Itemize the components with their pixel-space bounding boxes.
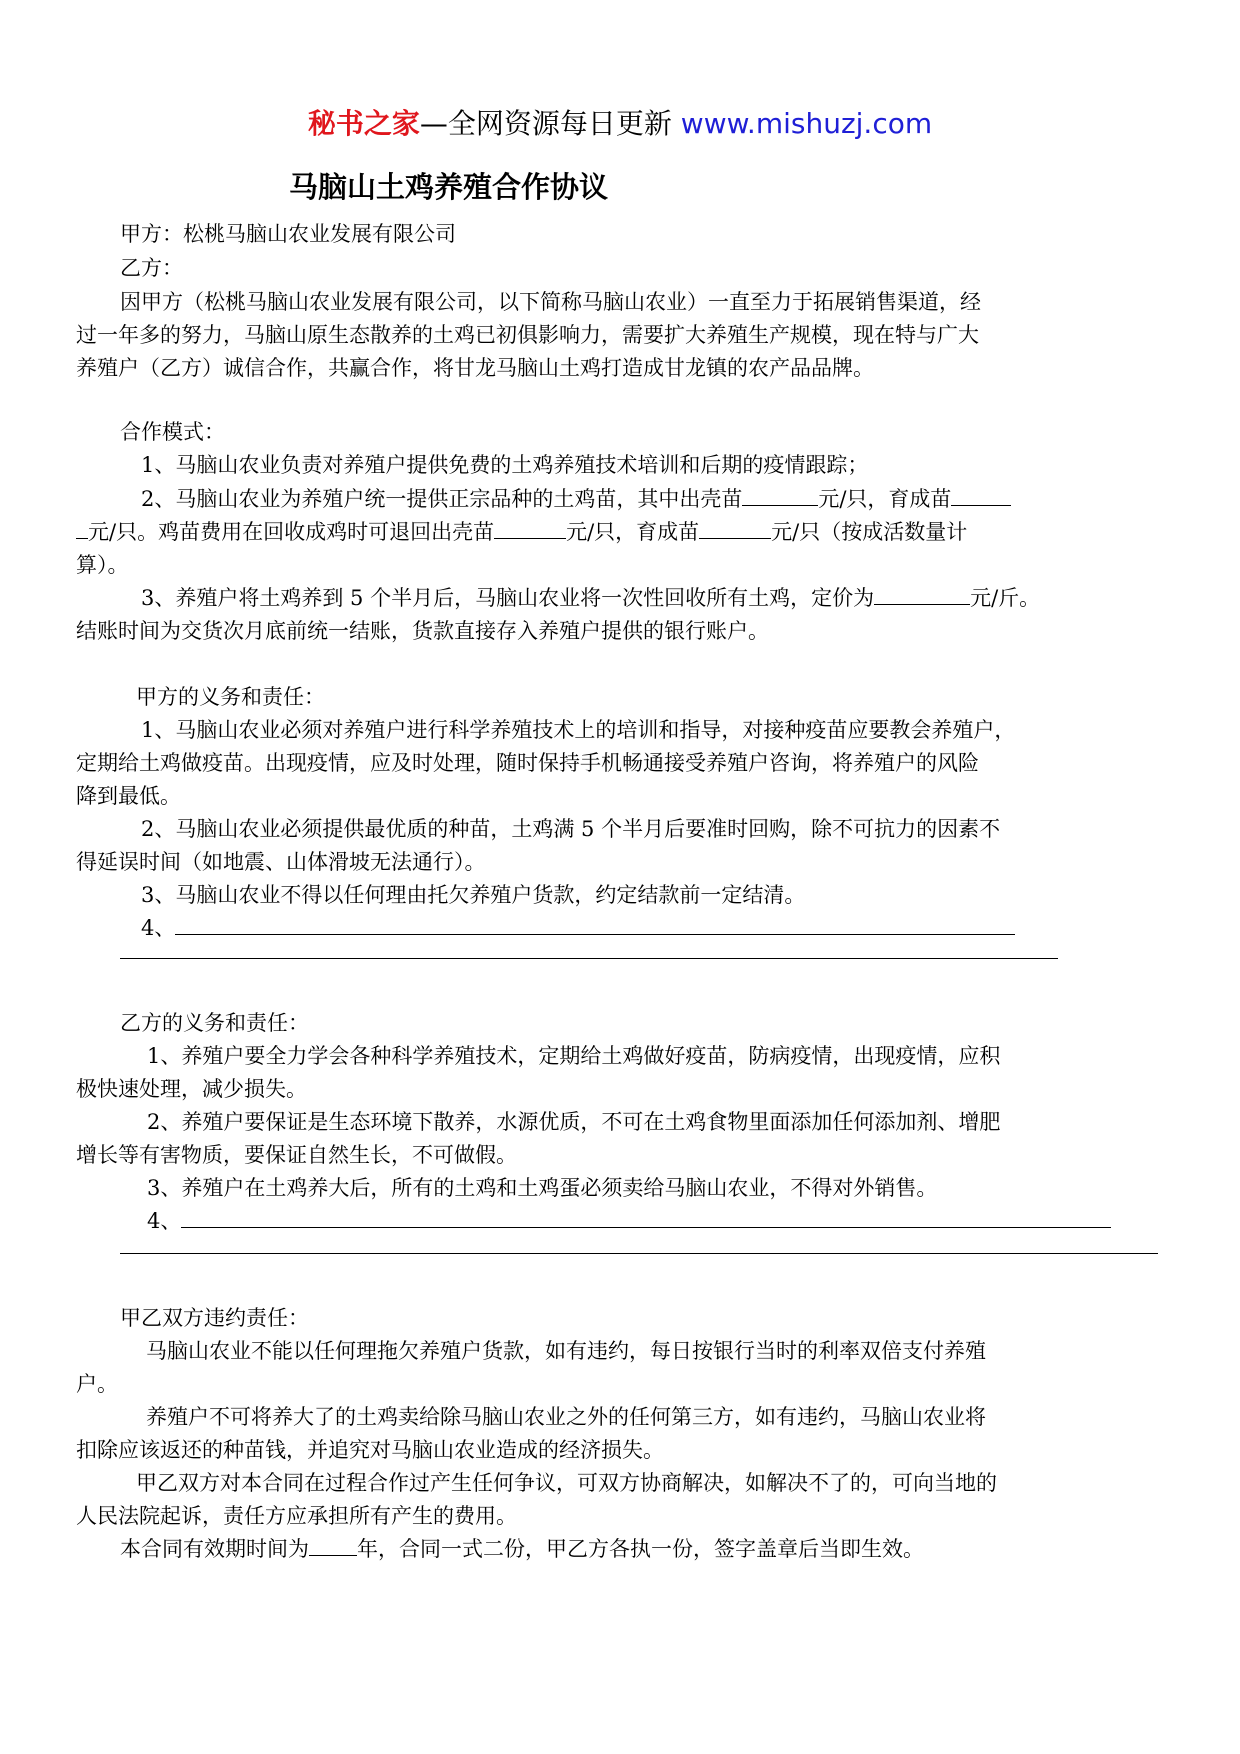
a-item-1: 1、马脑山农业必须对养殖户进行科学养殖技术上的培训和指导，对接种疫苗应要教会养殖户，: [141, 718, 1016, 742]
purchase-price-blank[interactable]: [874, 583, 970, 605]
coop-item-2-cont: 元/只。鸡苗费用在回收成鸡时可退回出壳苗 元/只，育成苗 元/只（按成活数量计: [76, 516, 1171, 549]
party-a: 甲方：松桃马脑山农业发展有限公司: [120, 222, 456, 246]
a-item-1-cont: 定期给土鸡做疫苗。出现疫情，应及时处理，随时保持手机畅通接受养殖户咨询，将养殖户的风险: [76, 751, 979, 775]
coop-item-3-cont: 结账时间为交货次月底前统一结账，货款直接存入养殖户提供的银行账户。: [76, 619, 769, 643]
b-item-3: 3、养殖户在土鸡养大后，所有的土鸡和土鸡蛋必须卖给马脑山农业，不得对外销售。: [147, 1176, 938, 1200]
a-item-1-end: 降到最低。: [76, 784, 181, 808]
b-item-2: 2、养殖户要保证是生态环境下散养，水源优质，不可在土鸡食物里面添加任何添加剂、增肥: [147, 1110, 1001, 1134]
site-url-link[interactable]: www.mishuzj.com: [671, 107, 933, 140]
b-item-2-cont: 增长等有害物质，要保证自然生长，不可做假。: [76, 1143, 517, 1167]
intro-line: 因甲方（松桃马脑山农业发展有限公司，以下简称马脑山农业）一直至力于拓展销售渠道，经: [120, 290, 981, 314]
b-item-4: 4、: [147, 1205, 1240, 1238]
coop-item-1: 1、马脑山农业负责对养殖户提供免费的土鸡养殖技术培训和后期的疫情跟踪；: [141, 453, 869, 477]
breach-para-2-cont: 扣除应该返还的种苗钱，并追究对马脑山农业造成的经济损失。: [76, 1438, 664, 1462]
section-heading-party-b: 乙方的义务和责任：: [120, 1011, 309, 1035]
section-heading-party-a: 甲方的义务和责任：: [136, 685, 325, 709]
section-heading-breach: 甲乙双方违约责任：: [120, 1306, 309, 1330]
dispute-para: 甲乙双方对本合同在过程合作过产生任何争议，可双方协商解决，如解决不了的，可向当地的: [136, 1471, 997, 1495]
refund-chick-price-blank[interactable]: [494, 517, 566, 539]
intro-line: 过一年多的努力，马脑山原生态散养的土鸡已初俱影响力，需要扩大养殖生产规模，现在特与广大: [76, 323, 979, 347]
header-tagline: —全网资源每日更新: [419, 107, 672, 140]
dispute-para-cont: 人民法院起诉，责任方应承担所有产生的费用。: [76, 1504, 517, 1528]
site-header: [0, 102, 1240, 142]
coop-item-2-end: 算）。: [76, 553, 129, 577]
chick-price-blank[interactable]: [742, 484, 818, 506]
validity-para: 本合同有效期时间为 年，合同一式二份，甲乙方各执一份，签字盖章后当即生效。: [120, 1533, 1215, 1566]
breach-para-1-cont: 户。: [76, 1372, 118, 1396]
coop-item-2: 2、马脑山农业为养殖户统一提供正宗品种的土鸡苗，其中出壳苗 元/只，育成苗: [141, 483, 1236, 516]
a-item-2: 2、马脑山农业必须提供最优质的种苗，土鸡满 5 个半月后要准时回购，除不可抗力的因素不: [141, 817, 1001, 841]
b-item-4-blank-line[interactable]: [120, 1253, 1158, 1254]
party-b: 乙方：: [120, 256, 183, 280]
b-item-1-cont: 极快速处理，减少损失。: [76, 1077, 307, 1101]
validity-years-blank[interactable]: [309, 1534, 357, 1556]
b-item-4-blank[interactable]: [181, 1206, 1111, 1228]
grown-chick-price-blank[interactable]: [951, 484, 1011, 506]
a-item-2-cont: 得延误时间（如地震、山体滑坡无法通行）。: [76, 850, 486, 874]
a-item-4: 4、: [141, 912, 1236, 945]
a-item-4-blank-line[interactable]: [120, 958, 1058, 959]
refund-grown-price-blank[interactable]: [699, 517, 771, 539]
document-title: 马脑山土鸡养殖合作协议: [289, 170, 609, 204]
grown-chick-price-blank-cont[interactable]: [76, 517, 88, 539]
coop-item-3: 3、养殖户将土鸡养到 5 个半月后，马脑山农业将一次性回收所有土鸡，定价为 元/斤。: [141, 582, 1236, 615]
a-item-3: 3、马脑山农业不得以任何理由托欠养殖户货款，约定结款前一定结清。: [141, 883, 806, 907]
b-item-1: 1、养殖户要全力学会各种科学养殖技术，定期给土鸡做好疫苗，防病疫情，出现疫情，应积: [147, 1044, 1001, 1068]
intro-line: 养殖户（乙方）诚信合作，共赢合作，将甘龙马脑山土鸡打造成甘龙镇的农产品品牌。: [76, 356, 874, 380]
brand-name: 秘书之家: [307, 107, 420, 140]
breach-para-1: 马脑山农业不能以任何理拖欠养殖户货款，如有违约，每日按银行当时的利率双倍支付养殖: [146, 1339, 986, 1363]
section-heading-coop: 合作模式：: [120, 420, 225, 444]
breach-para-2: 养殖户不可将养大了的土鸡卖给除马脑山农业之外的任何第三方，如有违约，马脑山农业将: [146, 1405, 986, 1429]
a-item-4-blank[interactable]: [175, 913, 1015, 935]
